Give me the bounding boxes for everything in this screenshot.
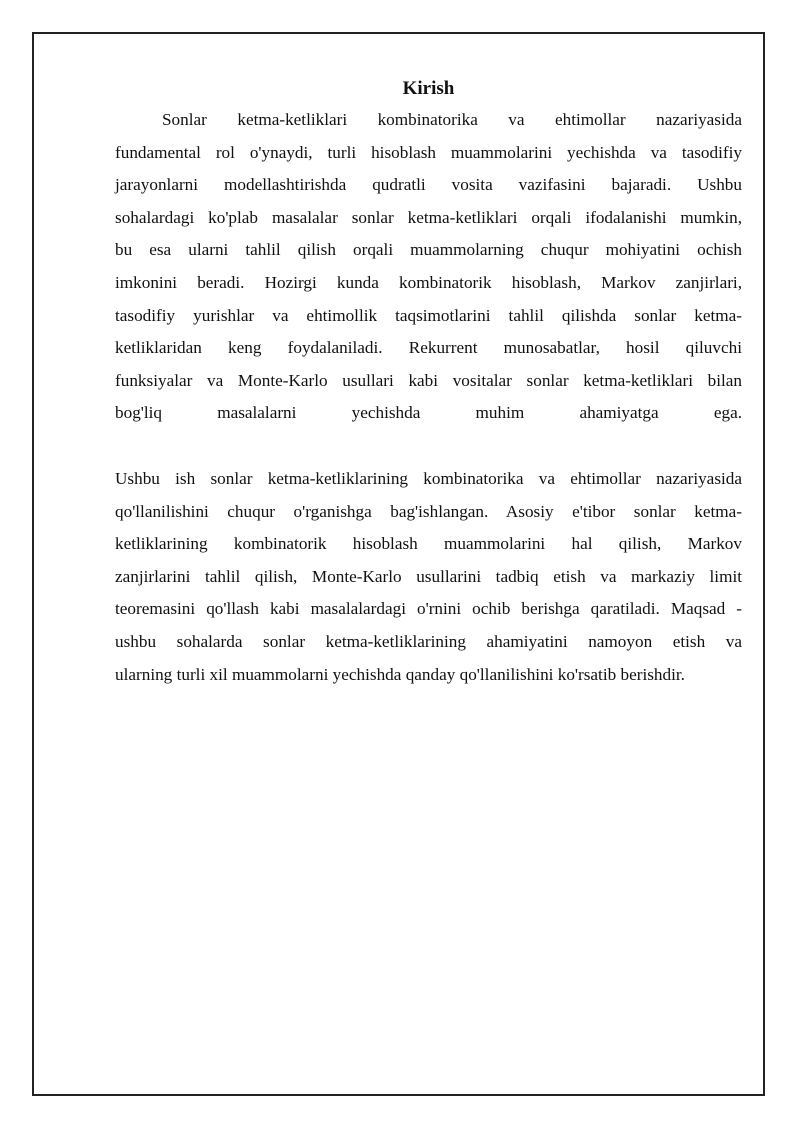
text-line: ushbu sohalarda sonlar ketma-ketliklarining ahamiyatini namoyon etish va (115, 631, 742, 651)
document-body (115, 74, 742, 691)
text-line: funksiyalar va Monte-Karlo usullari kabi vositalar sonlar ketma-ketliklari bilan (115, 370, 742, 390)
text-line: tasodifiy yurishlar va ehtimollik taqsimotlarini tahlil qilishda sonlar ketma- (115, 305, 742, 325)
text-line: bu esa ularni tahlil qilish orqali muammolarning chuqur mohiyatini ochish (115, 240, 742, 260)
text-line: imkonini beradi. Hozirgi kunda kombinatorik hisoblash, Markov zanjirlari, (115, 272, 742, 292)
page-title: Kirish (402, 78, 455, 99)
text-line: Sonlar ketma-ketliklari kombinatorika va ehtimollar nazariyasida (162, 110, 742, 129)
text-line: fundamental rol o'ynaydi, turli hisoblash muammolarini yechishda va tasodifiy (115, 142, 742, 162)
text-line: Ushbu ish sonlar ketma-ketliklarining kombinatorika va ehtimollar nazariyasida (115, 468, 742, 488)
text-line: jarayonlarni modellashtirishda qudratli vosita vazifasini bajaradi. Ushbu (115, 175, 742, 195)
text-line: ularning turli xil muammolarni yechishda qanday qo'llanilishini ko'rsatib berishdir. (115, 664, 685, 684)
text-line: ketliklarining kombinatorik hisoblash muammolarini hal qilish, Markov (115, 534, 742, 554)
text-line: bog'liq masalalarni yechishda muhim ahamiyatga ega. (115, 403, 742, 423)
text-line: sohalardagi ko'plab masalalar sonlar ketma-ketliklari orqali ifodalanishi mumkin, (115, 207, 742, 227)
paragraph-gap (115, 430, 742, 463)
paragraph-purpose (115, 463, 742, 691)
text-line: qo'llanilishini chuqur o'rganishga bag'ishlangan. Asosiy e'tibor sonlar ketma- (115, 501, 742, 521)
text-line: teoremasini qo'llash kabi masalalardagi o'rnini ochib berishga qaratiladi. Maqsad - (115, 599, 742, 619)
paragraph-intro (115, 104, 742, 430)
text-line: zanjirlarini tahlil qilish, Monte-Karlo usullarini tadbiq etish va markaziy limit (115, 566, 742, 586)
text-line: ketliklaridan keng foydalaniladi. Rekurrent munosabatlar, hosil qiluvchi (115, 338, 742, 358)
